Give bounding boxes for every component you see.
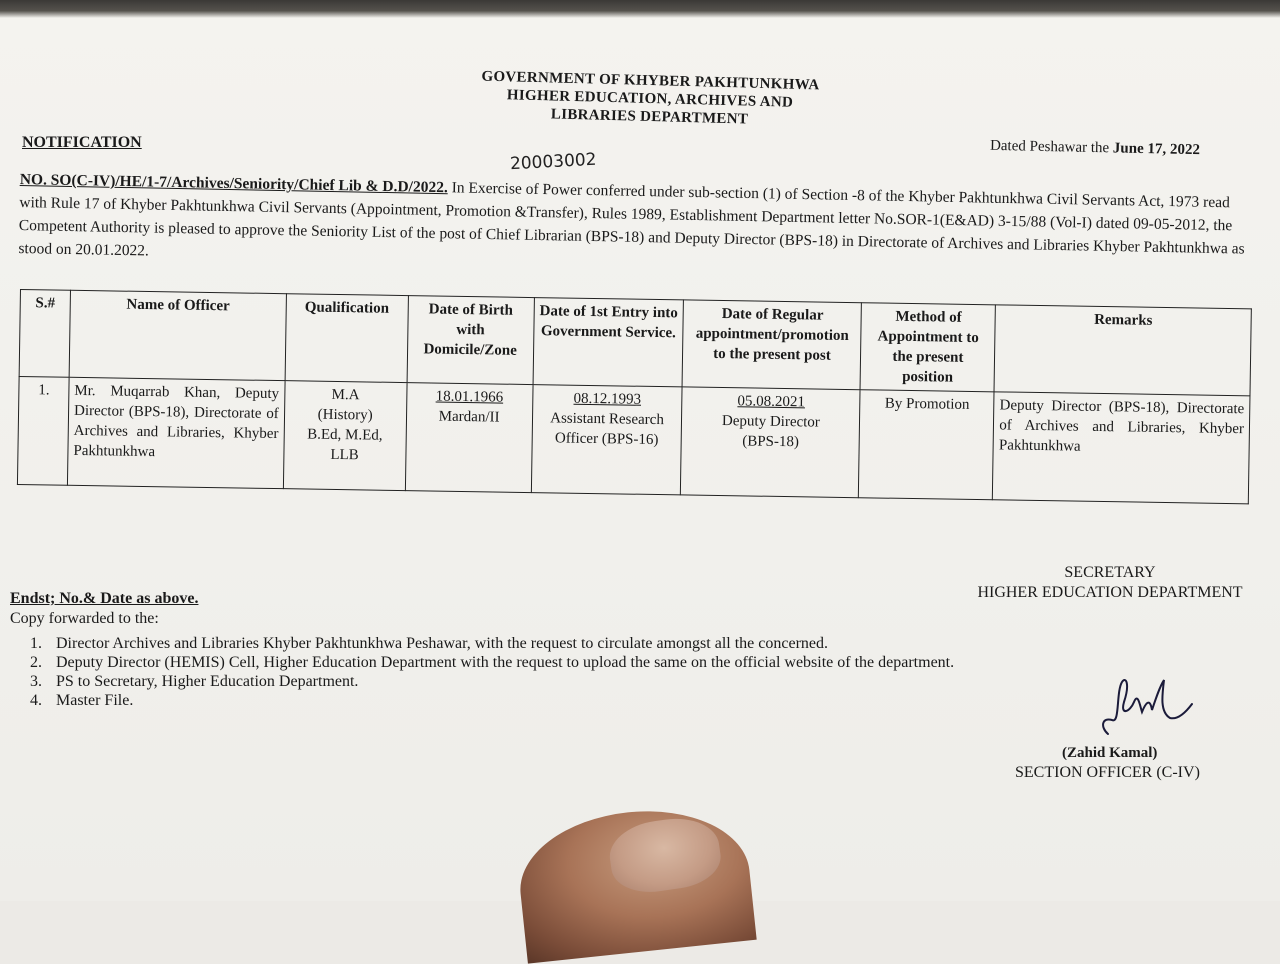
dated-date: June 17, 2022 [1112, 140, 1201, 159]
list-item-text: Director Archives and Libraries Khyber Pakhtunkhwa Peshawar, with the request to circulate amongst all the concerned. [56, 635, 828, 652]
cell-name: Mr. Muqarrab Khan, Deputy Director (BPS-18), Directorate of Archives and Libraries, Khyber Pakhtunkhwa [67, 377, 284, 488]
regular-post-1: Deputy Director [721, 413, 820, 431]
list-item-number: 3. [30, 673, 42, 690]
seniority-table [17, 289, 1252, 504]
list-item-text: PS to Secretary, Higher Education Department. [56, 673, 359, 690]
cell-first-entry [531, 385, 683, 495]
list-item [30, 653, 954, 672]
dated-line [990, 138, 1200, 159]
secretary-block [960, 563, 1260, 603]
qualification-line-4: LLB [330, 446, 359, 464]
letterhead [439, 67, 860, 132]
qualification-line-3: B.Ed, M.Ed, [307, 426, 383, 444]
dob-value: 18.01.1966 [435, 388, 504, 406]
list-item-number: 2. [30, 654, 42, 671]
notification-text: In Exercise of Power conferred under sub-section (1) of Section -8 of the Khyber Pakhtunkhwa Civil Servants Act, 1973 read with Rule 17 of Khyber Pakhtunkhwa Civil Servants (Appointment, Promotion &Transfer), Rules 1989, Establishment Department letter No.SOR-1(E&AD) 3-15/88 (Vol-I) dated 09-05-2012, the Competent Authority is pleased to approve the Seniority List of the post of Chief Librarian (BPS-18) and Deputy Director (BPS-18) in Directorate of Archives and Libraries Khyber Pakhtunkhwa as stood on 20.01.2022. [18, 179, 1245, 260]
table-row [17, 376, 1250, 503]
signatory-designation: SECTION OFFICER (C-IV) [1015, 764, 1200, 781]
entry-date: 08.12.1993 [573, 390, 642, 408]
regular-date: 05.08.2021 [737, 393, 806, 411]
copy-forwarded-label: Copy forwarded to the: [10, 610, 159, 627]
signatory-name: (Zahid Kamal) [1062, 745, 1158, 761]
cell-method: By Promotion [859, 390, 995, 500]
qualification-line-1: M.A [331, 386, 360, 404]
dated-prefix: Dated Peshawar the [989, 137, 1110, 157]
list-item-number: 1. [30, 635, 42, 652]
cell-remarks: Deputy Director (BPS-18), Directorate of Archives and Libraries, Khyber Pakhtunkhwa [993, 392, 1250, 504]
list-item-number: 4. [30, 692, 42, 709]
header-regular-appointment: Date of Regular appointment/promotion to the present post [682, 300, 861, 390]
header-name: Name of Officer [69, 290, 286, 380]
list-item-text: Master File. [56, 692, 134, 709]
notification-reference: NO. SO(C-IV)/HE/1-7/Archives/Seniority/Chief Lib & D.D/2022. [19, 170, 448, 197]
cell-dob [405, 383, 533, 493]
header-dob: Date of Birth with Domicile/Zone [407, 296, 534, 385]
letterhead-line-1: GOVERNMENT OF KHYBER PAKHTUNKHWA [481, 68, 820, 94]
endorsement-title: Endst; No.& Date as above. [10, 590, 199, 607]
regular-post-2: (BPS-18) [742, 433, 800, 451]
list-item [30, 672, 954, 691]
list-item [30, 691, 954, 710]
paper-top-edge [0, 0, 1280, 18]
letterhead-line-3: LIBRARIES DEPARTMENT [550, 106, 749, 128]
letterhead-line-2: HIGHER EDUCATION, ARCHIVES AND [506, 87, 794, 111]
header-qualification: Qualification [285, 294, 408, 383]
cell-regular-appointment [681, 387, 861, 498]
notification-title: NOTIFICATION [22, 134, 142, 151]
header-sno: S.# [19, 290, 70, 378]
zone-value: Mardan/II [438, 408, 500, 426]
list-item-text: Deputy Director (HEMIS) Cell, Higher Education Department with the request to upload the same on the official website of the department. [56, 654, 955, 671]
cell-qualification [283, 381, 407, 491]
header-method: Method of Appointment to the present position [860, 303, 995, 392]
distribution-list [30, 634, 954, 710]
signature-icon [1090, 672, 1200, 744]
list-item [30, 634, 954, 653]
entry-post: Assistant Research Officer (BPS-16) [550, 410, 665, 449]
notification-body [18, 168, 1252, 284]
qualification-line-2: (History) [317, 406, 373, 424]
secretary-title: SECRETARY [1064, 564, 1156, 581]
header-remarks: Remarks [994, 305, 1251, 396]
handwritten-number: 20003002 [509, 149, 597, 175]
secretary-department: HIGHER EDUCATION DEPARTMENT [977, 584, 1243, 601]
cell-sno: 1. [17, 376, 69, 485]
header-first-entry: Date of 1st Entry into Government Service. [533, 298, 684, 387]
